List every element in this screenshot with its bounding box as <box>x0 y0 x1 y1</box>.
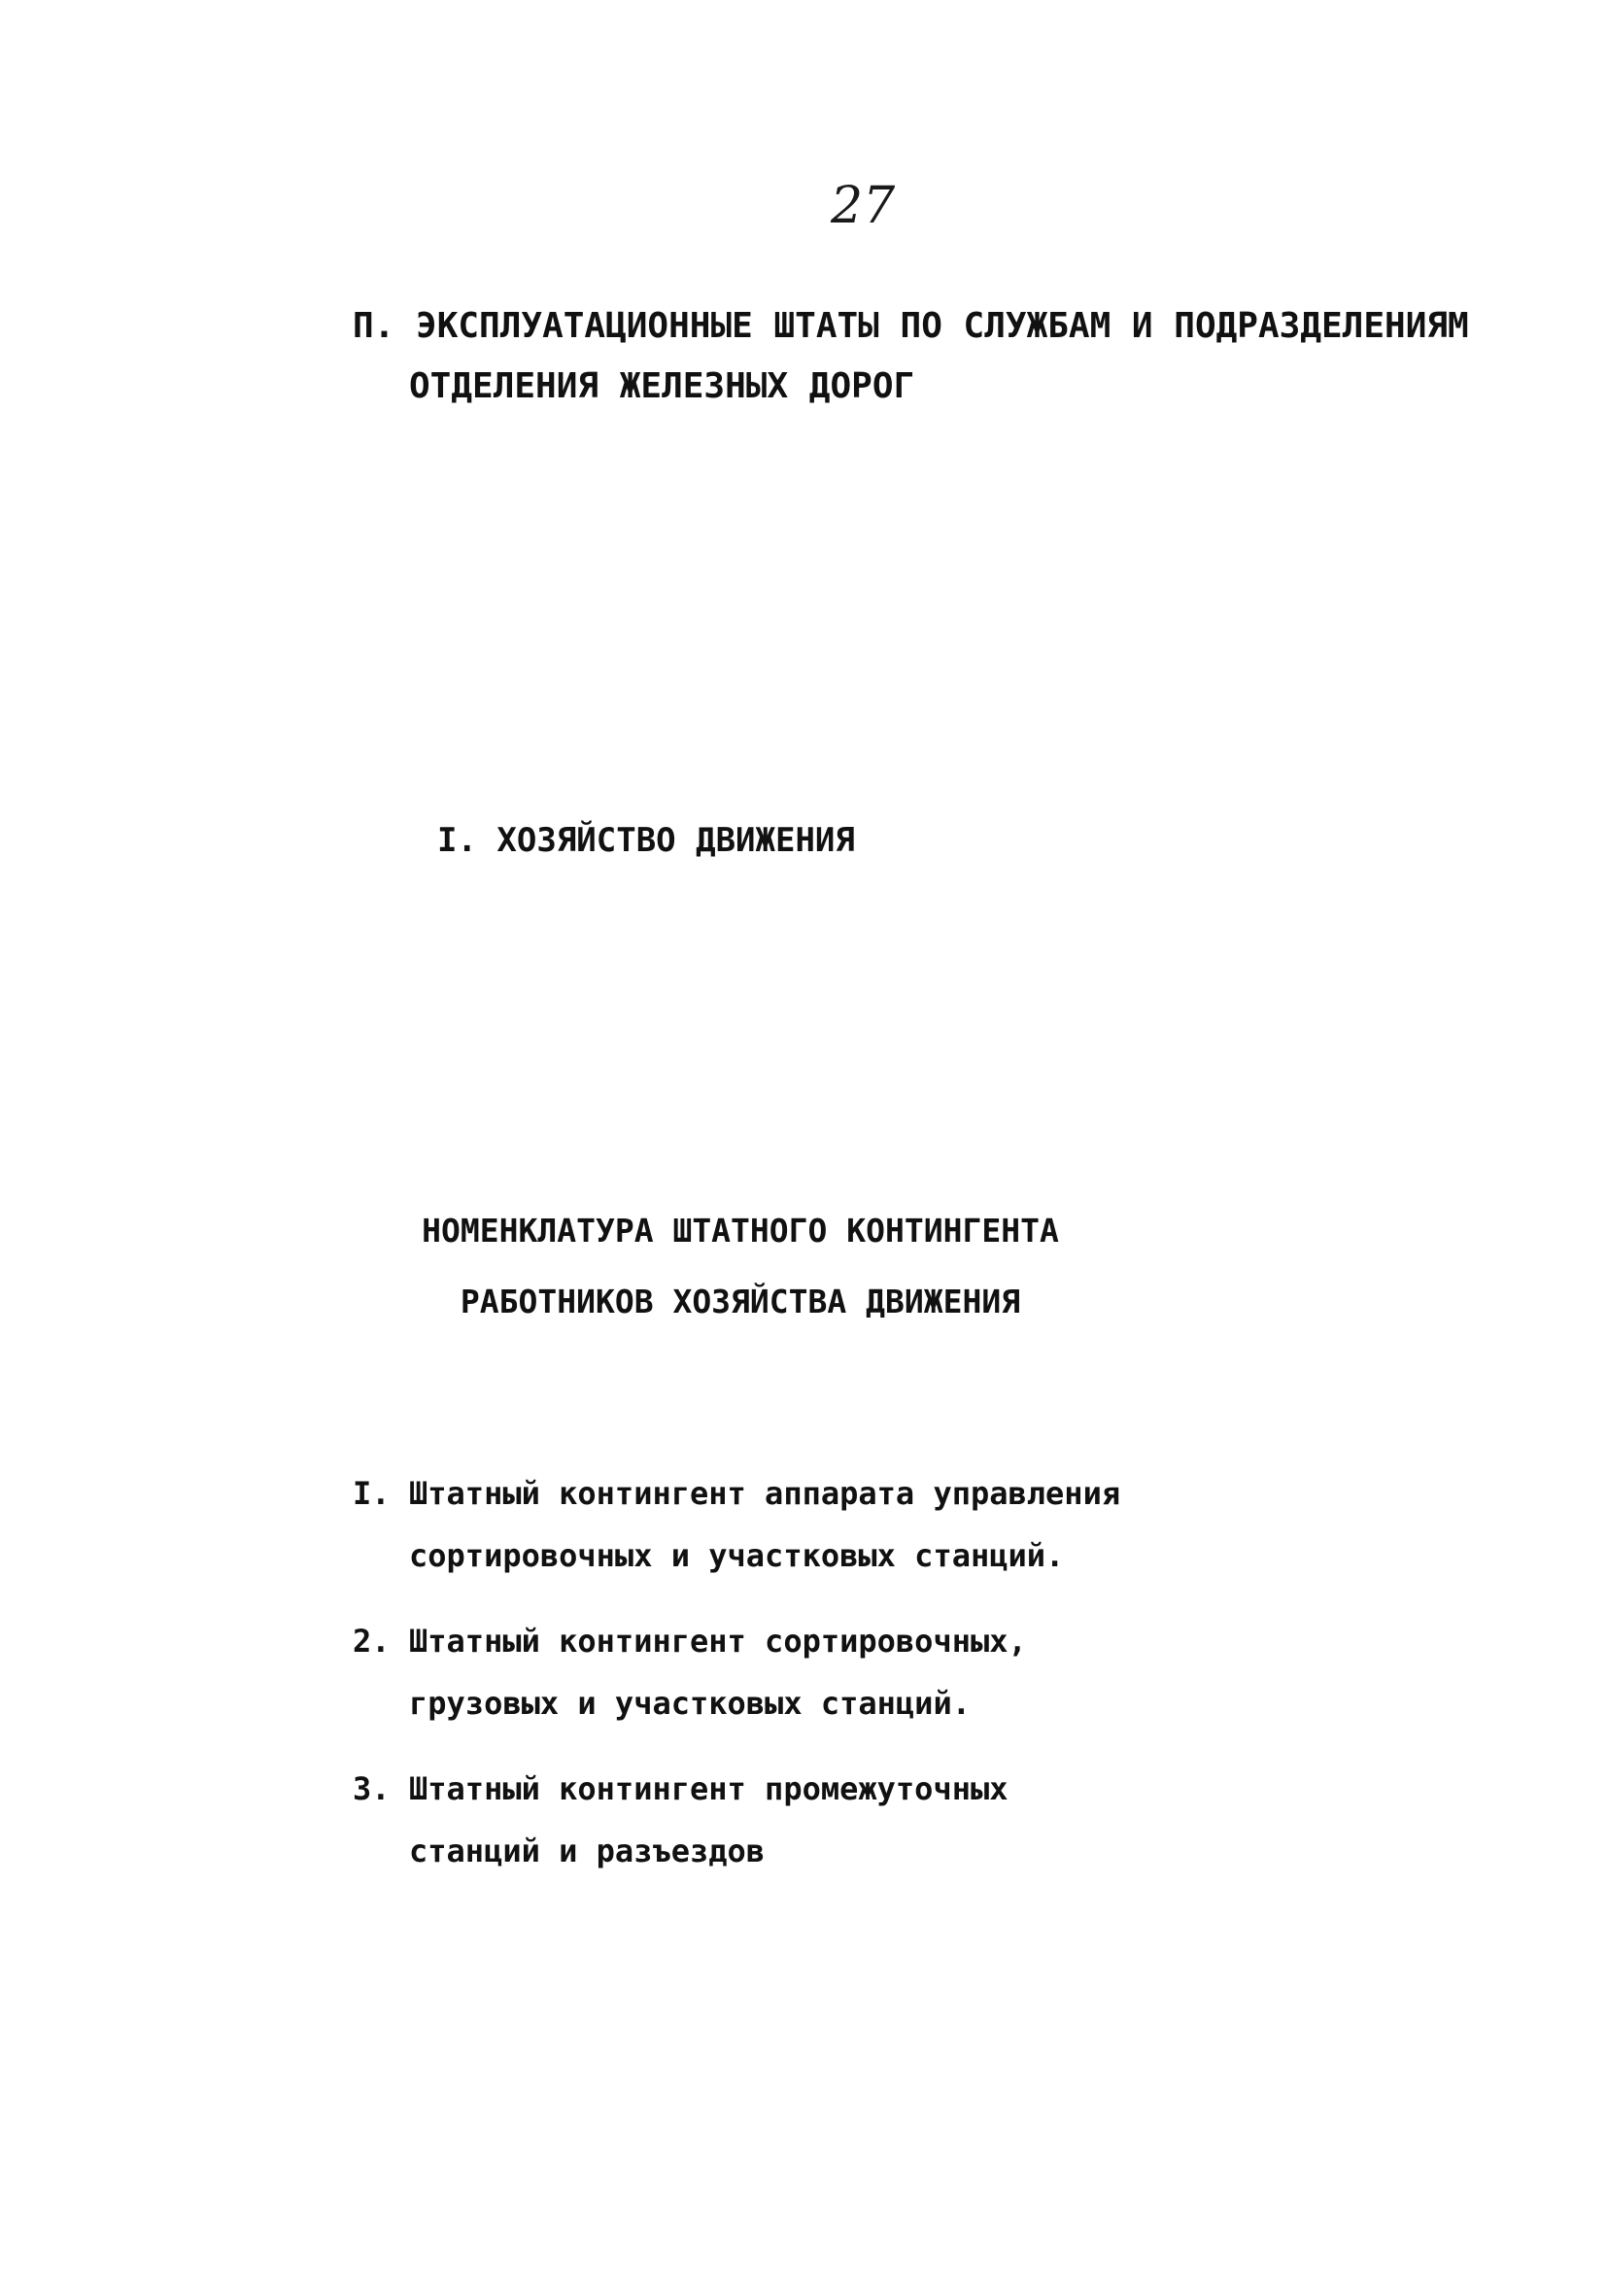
list-item <box>353 1462 1421 1587</box>
section-heading-line-2: ОТДЕЛЕНИЯ ЖЕЛЕЗНЫХ ДОРОГ <box>409 366 915 406</box>
list-item-text-line-2: грузовых и участковых станций. <box>409 1685 971 1722</box>
subsection-heading: I. ХОЗЯЙСТВО ДВИЖЕНИЯ <box>437 821 855 860</box>
list-item-text-line-1: Штатный контингент аппарата управления <box>409 1475 1121 1512</box>
nomenclature-title <box>0 1195 1607 1337</box>
list-item <box>353 1758 1421 1882</box>
list-item-text-line-1: Штатный контингент промежуточных <box>409 1770 1009 1807</box>
nomenclature-list <box>353 1462 1421 1905</box>
nomenclature-title-line-1: НОМЕНКЛАТУРА ШТАТНОГО КОНТИНГЕНТА <box>422 1212 1059 1250</box>
list-item-number: 2. <box>353 1623 391 1660</box>
section-heading-line-1: П. ЭКСПЛУАТАЦИОННЫЕ ШТАТЫ ПО СЛУЖБАМ И ПОДРАЗДЕЛЕНИЯМ <box>353 306 1469 346</box>
list-item-text-line-2: станций и разъездов <box>409 1833 766 1869</box>
section-heading <box>353 296 1469 417</box>
list-item-number: I. <box>353 1475 391 1512</box>
nomenclature-title-line-2: РАБОТНИКОВ ХОЗЯЙСТВА ДВИЖЕНИЯ <box>460 1283 1021 1320</box>
list-item-number: 3. <box>353 1770 391 1807</box>
page-number: 27 <box>831 177 896 235</box>
list-item-text-line-2: сортировочных и участковых станций. <box>409 1537 1065 1574</box>
list-item <box>353 1610 1421 1734</box>
list-item-text-line-1: Штатный контингент сортировочных, <box>409 1623 1027 1660</box>
